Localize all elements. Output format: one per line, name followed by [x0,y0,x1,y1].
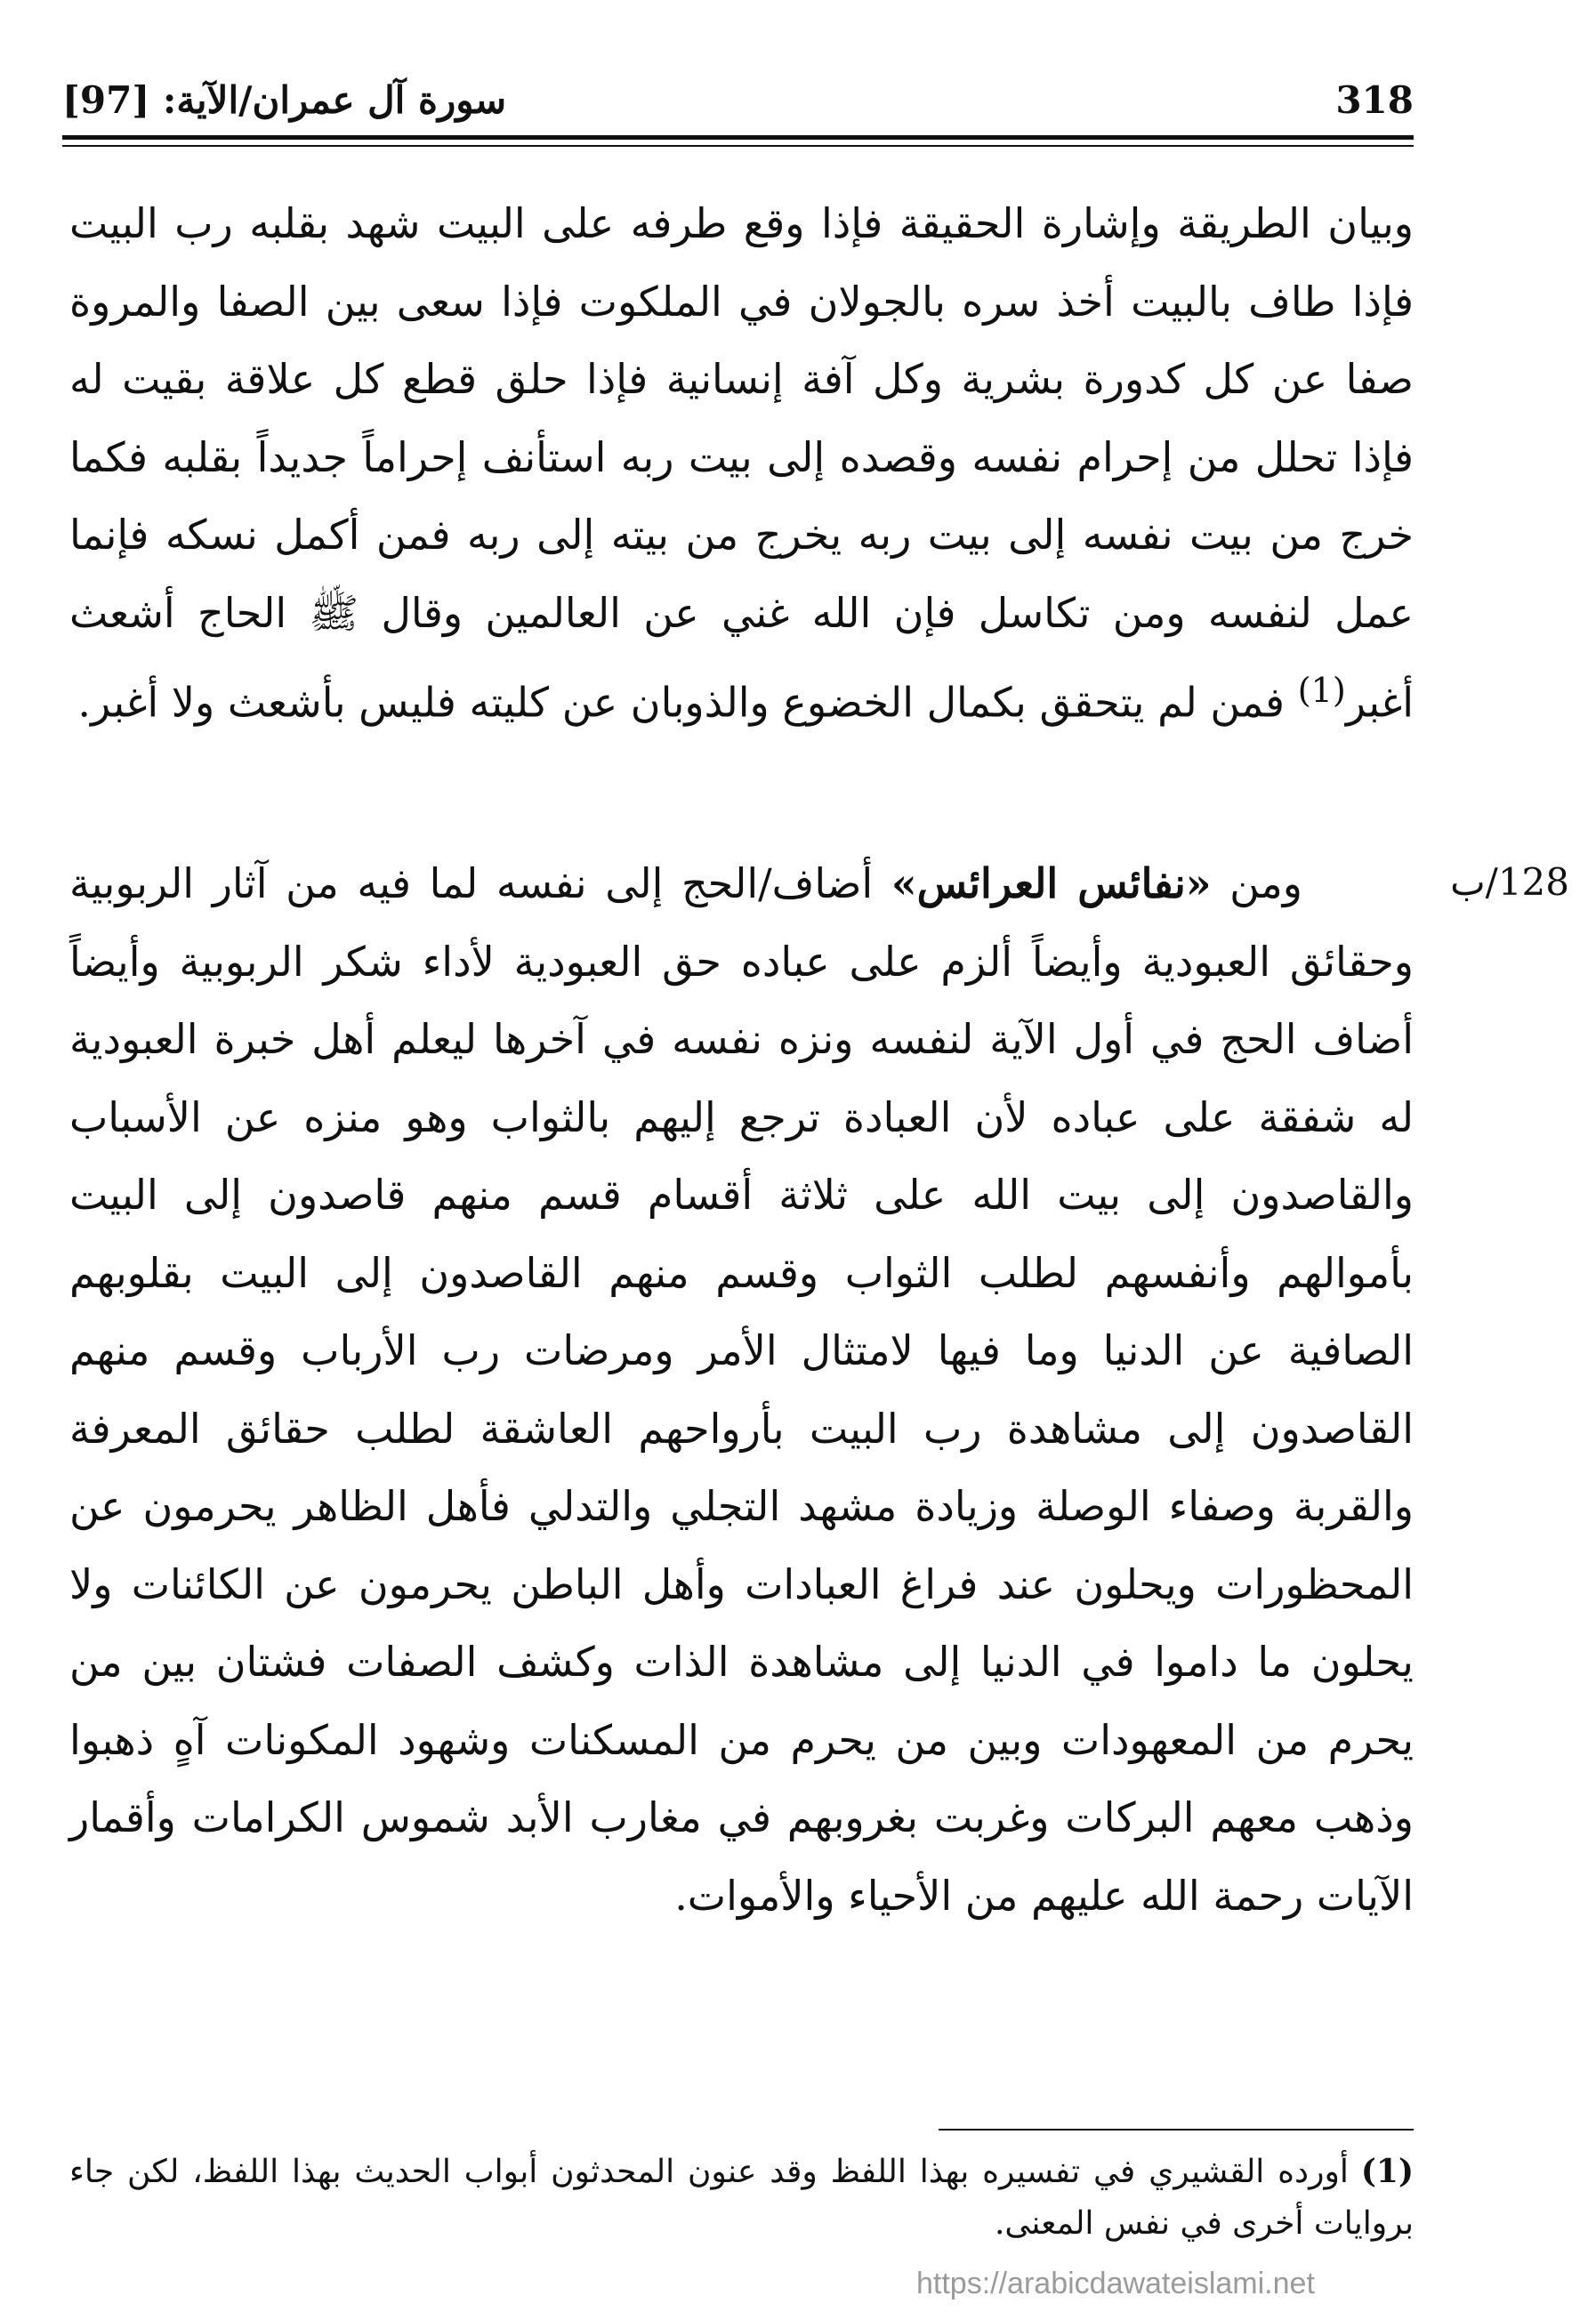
paragraph-1-end: فمن لم يتحقق بكمال الخضوع والذوبان عن كليته فليس بأشعث ولا أغبر. [77,678,1298,727]
page-number: 318 [1335,78,1414,122]
manuscript-folio-note: 128/ب [1450,860,1569,904]
paragraph-2-intro: ومن [1211,859,1302,907]
footnote-marker: (1) [1360,2153,1414,2190]
paragraph-1 [69,185,1414,742]
running-title: سورة آل عمران/الآية: [97] [62,78,507,122]
paragraph-1-text: وبيان الطريقة وإشارة الحقيقة فإذا وقع طرفه على البيت شهد بقلبه رب البيت فإذا طاف بالبيت أخذ سره بالجولان في الملكوت فإذا سعى بين الصفا والمروة صفا عن كل كدورة بشرية وكل آفة إنسانية فإذا حلق قطع كل علاقة بقيت له فإذا تحلل من إحرام نفسه وقصده إلى بيت ربه استأنف إحراماً جديداً بقلبه فكما خرج من بيت نفسه إلى بيت ربه يخرج من بيته إلى ربه فمن أكمل نسكه فإنما عمل لنفسه ومن تكاسل فإن الله غني عن العالمين وقال ﷺ الحاج أشعث أغبر [69,199,1414,727]
paragraph-2 [69,845,1414,1935]
header-rule-thick [62,135,1414,140]
watermark: https://arabicdawateislami.net [916,2267,1315,2300]
paragraph-2-text: أضاف/الحج إلى نفسه لما فيه من آثار الربوبية وحقائق العبودية وأيضاً ألزم على عباده حق العبودية لأداء شكر الربوبية وأيضاً أضاف الحج في أول الآية لنفسه ونزه نفسه في آخرها ليعلم أهل خبرة العبودية له شفقة على عباده لأن العبادة ترجع إليهم بالثواب وهو منزه عن الأسباب والقاصدون إلى بيت الله على ثلاثة أقسام قسم منهم قاصدون إلى البيت بأموالهم وأنفسهم لطلب الثواب وقسم منهم القاصدون إلى البيت بقلوبهم الصافية عن الدنيا وما فيها لامتثال الأمر ومرضات رب الأرباب وقسم منهم القاصدون إلى مشاهدة رب البيت بأرواحهم العاشقة لطلب حقائق المعرفة والقربة وصفاء الوصلة وزيادة مشهد التجلي والتدلي فأهل الظاهر يحرمون عن المحظورات ويحلون عند فراغ العبادات وأهل الباطن يحرمون عن الكائنات ولا يحلون ما داموا في الدنيا إلى مشاهدة الذات وكشف الصفات فشتان بين من يحرم من المعهودات وبين من يحرم من المسكنات وشهود المكونات آهٍ ذهبوا وذهب معهم البركات وغربت بغروبهم في مغارب الأبد شموس الكرامات وأقمار الآيات رحمة الله عليهم من الأحياء والأموات. [69,859,1414,1920]
page-header [62,78,1414,141]
header-rule-thin [62,145,1414,147]
footnote [69,2146,1414,2250]
footnote-separator [939,2129,1414,2131]
source-book-title: «نفائس العرائس» [891,859,1212,907]
footnote-text: أورده القشيري في تفسيره بهذا اللفظ وقد عنون المحدثون أبواب الحديث بهذا اللفظ، لكن جاء بروايات أخرى في نفس المعنى. [69,2154,1414,2242]
footnote-reference: (1) [1297,671,1346,711]
